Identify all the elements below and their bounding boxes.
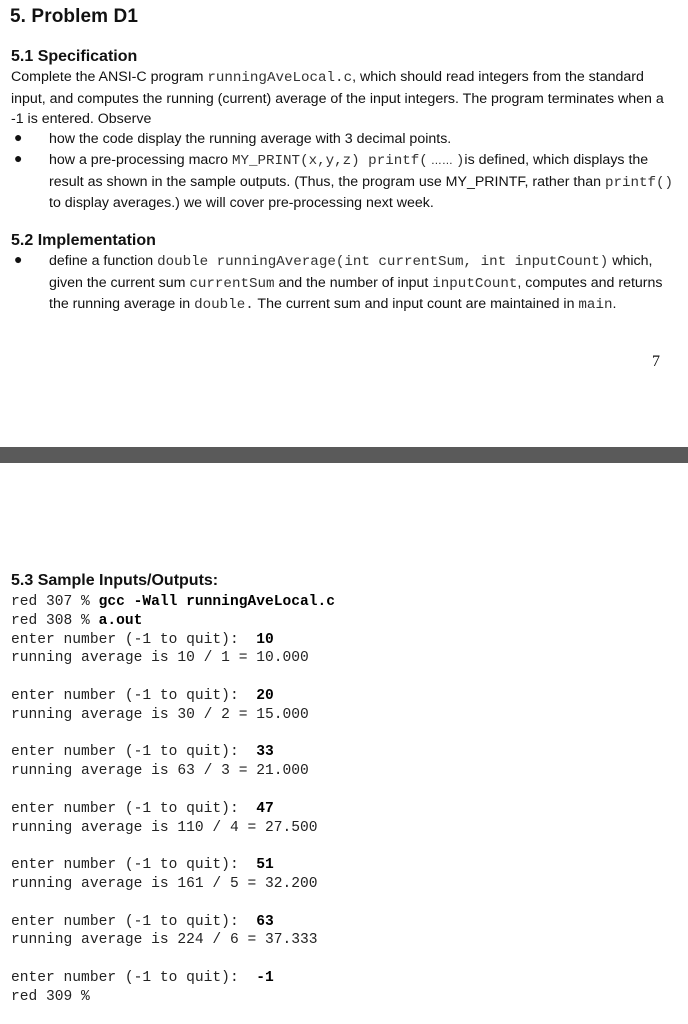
input-value: 47 [256,800,274,817]
page-separator [0,447,688,463]
input-prompt-line: enter number (-1 to quit): 47 [11,800,274,817]
impl-heading: 5.2 Implementation [11,232,156,249]
bullet-dot: ● [14,129,23,145]
impl-bullet-function: define a function double runningAverage(int currentSum, int inputCount) which, given the current sum currentSum and the number of input inputCount, computes and returns the running average in double. The current sum and input count are maintained in main. [49,253,663,313]
sample-heading: 5.3 Sample Inputs/Outputs: [11,572,219,589]
input-value: 20 [256,687,274,704]
page-number: 7 [652,353,660,370]
terminal-transcript [11,593,335,1007]
page-title: 5. Problem D1 [10,6,139,27]
compile-command-line: red 307 % gcc -Wall runningAveLocal.c [11,594,336,610]
document-page-lower [0,463,688,1024]
running-average-output: running average is 30 / 2 = 15.000 [11,706,309,723]
input-prompt-line: enter number (-1 to quit): 51 [11,857,274,874]
final-input-line: enter number (-1 to quit): -1 [11,969,274,986]
bullet-dot: ● [14,251,23,267]
program-filename: runningAveLocal.c [207,70,353,86]
sample-runs [11,631,335,969]
blank-line [11,837,335,856]
spec-bullet-decimal: how the code display the running average with 3 decimal points. [49,131,452,147]
spec-heading: 5.1 Specification [11,48,138,65]
running-average-output: running average is 161 / 5 = 32.200 [11,875,318,892]
blank-line [11,781,335,800]
blank-line [11,894,335,913]
input-value: 63 [256,913,274,930]
input-prompt-line: enter number (-1 to quit): 33 [11,744,274,761]
input-value: 51 [256,857,274,874]
blank-line [11,668,335,687]
input-prompt-line: enter number (-1 to quit): 20 [11,687,274,704]
running-average-output: running average is 224 / 6 = 37.333 [11,932,318,949]
blank-line [11,950,335,969]
input-value: 33 [256,744,274,761]
running-average-output: running average is 110 / 4 = 27.500 [11,819,318,836]
input-value: 10 [256,631,274,648]
spec-bullet-macro: how a pre-processing macro MY_PRINT(x,y,z) printf( …… )is defined, which displays the result as shown in the sample outputs. (Thus, the program use MY_PRINTF, rather than printf() to display averages.) we will cover pre-processing next week. [49,152,674,211]
spec-paragraph: Complete the ANSI-C program runningAveLocal.c, which should read integers from the standard input, and computes the running (current) average of the input integers. The program terminates when a -1 is entered. Observe [11,69,664,127]
running-average-output: running average is 63 / 3 = 21.000 [11,763,309,780]
input-prompt-line: enter number (-1 to quit): 10 [11,631,274,648]
document-page-upper [0,0,688,447]
final-prompt-line: red 309 % [11,988,90,1005]
running-average-output: running average is 10 / 1 = 10.000 [11,650,309,667]
blank-line [11,725,335,744]
input-prompt-line: enter number (-1 to quit): 63 [11,913,274,930]
bullet-dot: ● [14,150,23,166]
run-command-line: red 308 % a.out [11,612,143,629]
